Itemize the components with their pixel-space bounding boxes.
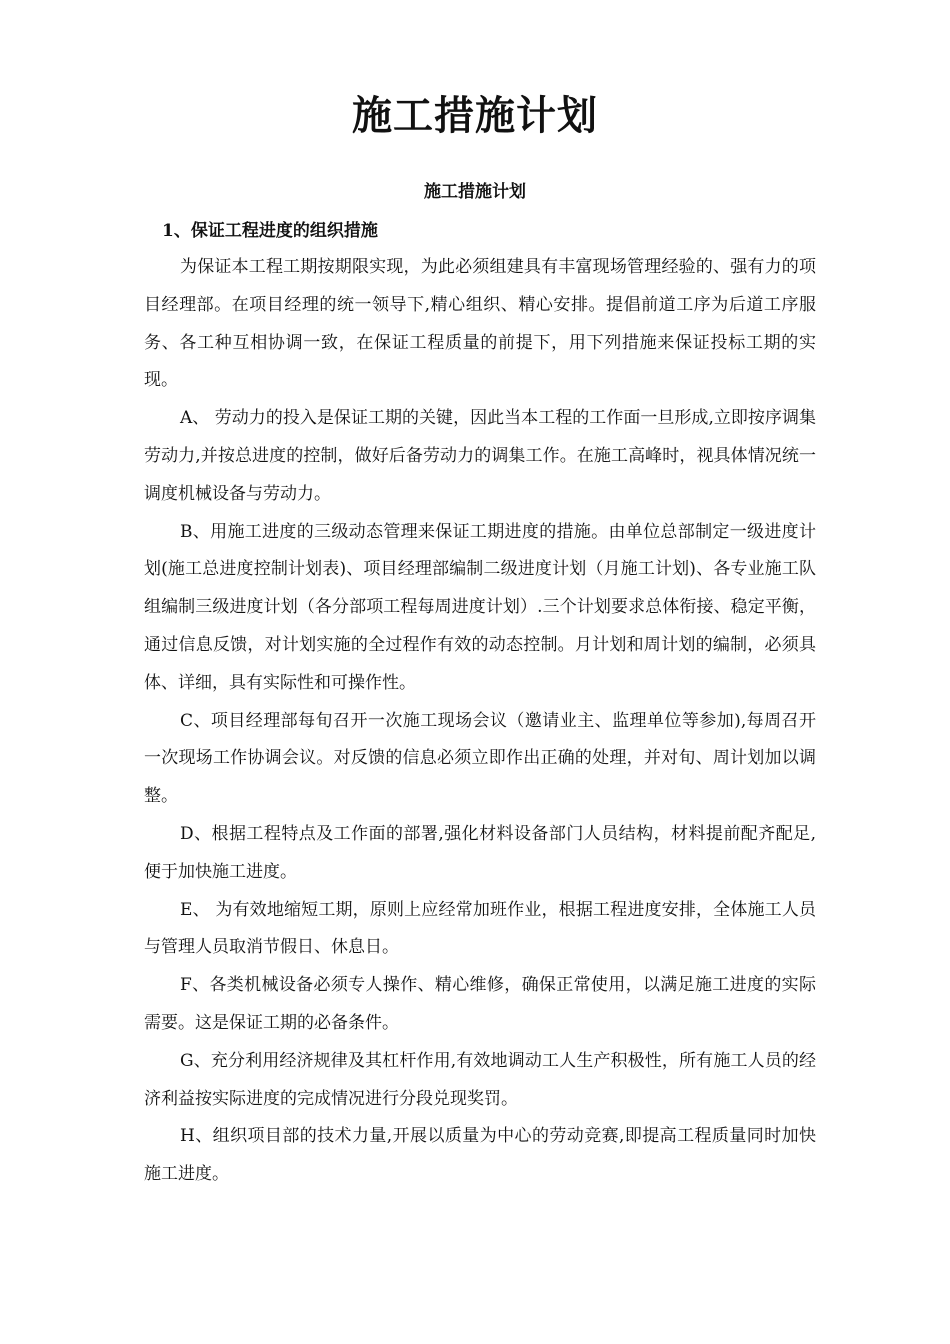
paragraph-d: D、根据工程特点及工作面的部署,强化材料设备部门人员结构，材料提前配齐配足,便于加快施工进度。 [144,823,816,882]
paragraph-g: G、充分利用经济规律及其杠杆作用,有效地调动工人生产积极性，所有施工人员的经济利益按实际进度的完成情况进行分段兑现奖罚。 [144,1050,816,1109]
paragraph-f: F、各类机械设备必须专人操作、精心维修，确保正常使用，以满足施工进度的实际需要。这是保证工期的必备条件。 [144,975,816,1033]
paragraph-h: H、组织项目部的技术力量,开展以质量为中心的劳动竞赛,即提高工程质量同时加快施工进度。 [144,1126,816,1185]
section-heading: 1、保证工程进度的组织措施 [162,221,378,241]
paragraph-intro: 为保证本工程工期按期限实现，为此必须组建具有丰富现场管理经验的、强有力的项目经理部。在项目经理的统一领导下,精心组织、精心安排。提倡前道工序为后道工序服务、各工种互相协调一致，在保证工程质量的前提下，用下列措施来保证投标工期的实现。 [144,257,816,391]
document-subtitle: 施工措施计划 [424,182,526,202]
document-title: 施工措施计划 [352,92,598,139]
paragraph-c: C、项目经理部每旬召开一次施工现场会议（邀请业主、监理单位等参加),每周召开一次现场工作协调会议。对反馈的信息必须立即作出正确的处理，并对旬、周计划加以调整。 [144,710,816,807]
paragraph-a: A、 劳动力的投入是保证工期的关键，因此当本工程的工作面一旦形成,立即按序调集劳动力,并按总进度的控制，做好后备劳动力的调集工作。在施工高峰时，视具体情况统一调度机械设备与劳动力。 [144,408,816,504]
document-body [144,213,816,1194]
paragraph-e: E、 为有效地缩短工期，原则上应经常加班作业，根据工程进度安排，全体施工人员与管理人员取消节假日、休息日。 [144,899,816,958]
paragraph-b: B、用施工进度的三级动态管理来保证工期进度的措施。由单位总部制定一级进度计划(施工总进度控制计划表)、项目经理部编制二级进度计划（月施工计划)、各专业施工队组编制三级进度计划（各分部项工程每周进度计划）.三个计划要求总体衔接、稳定平衡，通过信息反馈，对计划实施的全过程作有效的动态控制。月计划和周计划的编制，必须具体、详细，具有实际性和可操作性。 [144,521,816,693]
